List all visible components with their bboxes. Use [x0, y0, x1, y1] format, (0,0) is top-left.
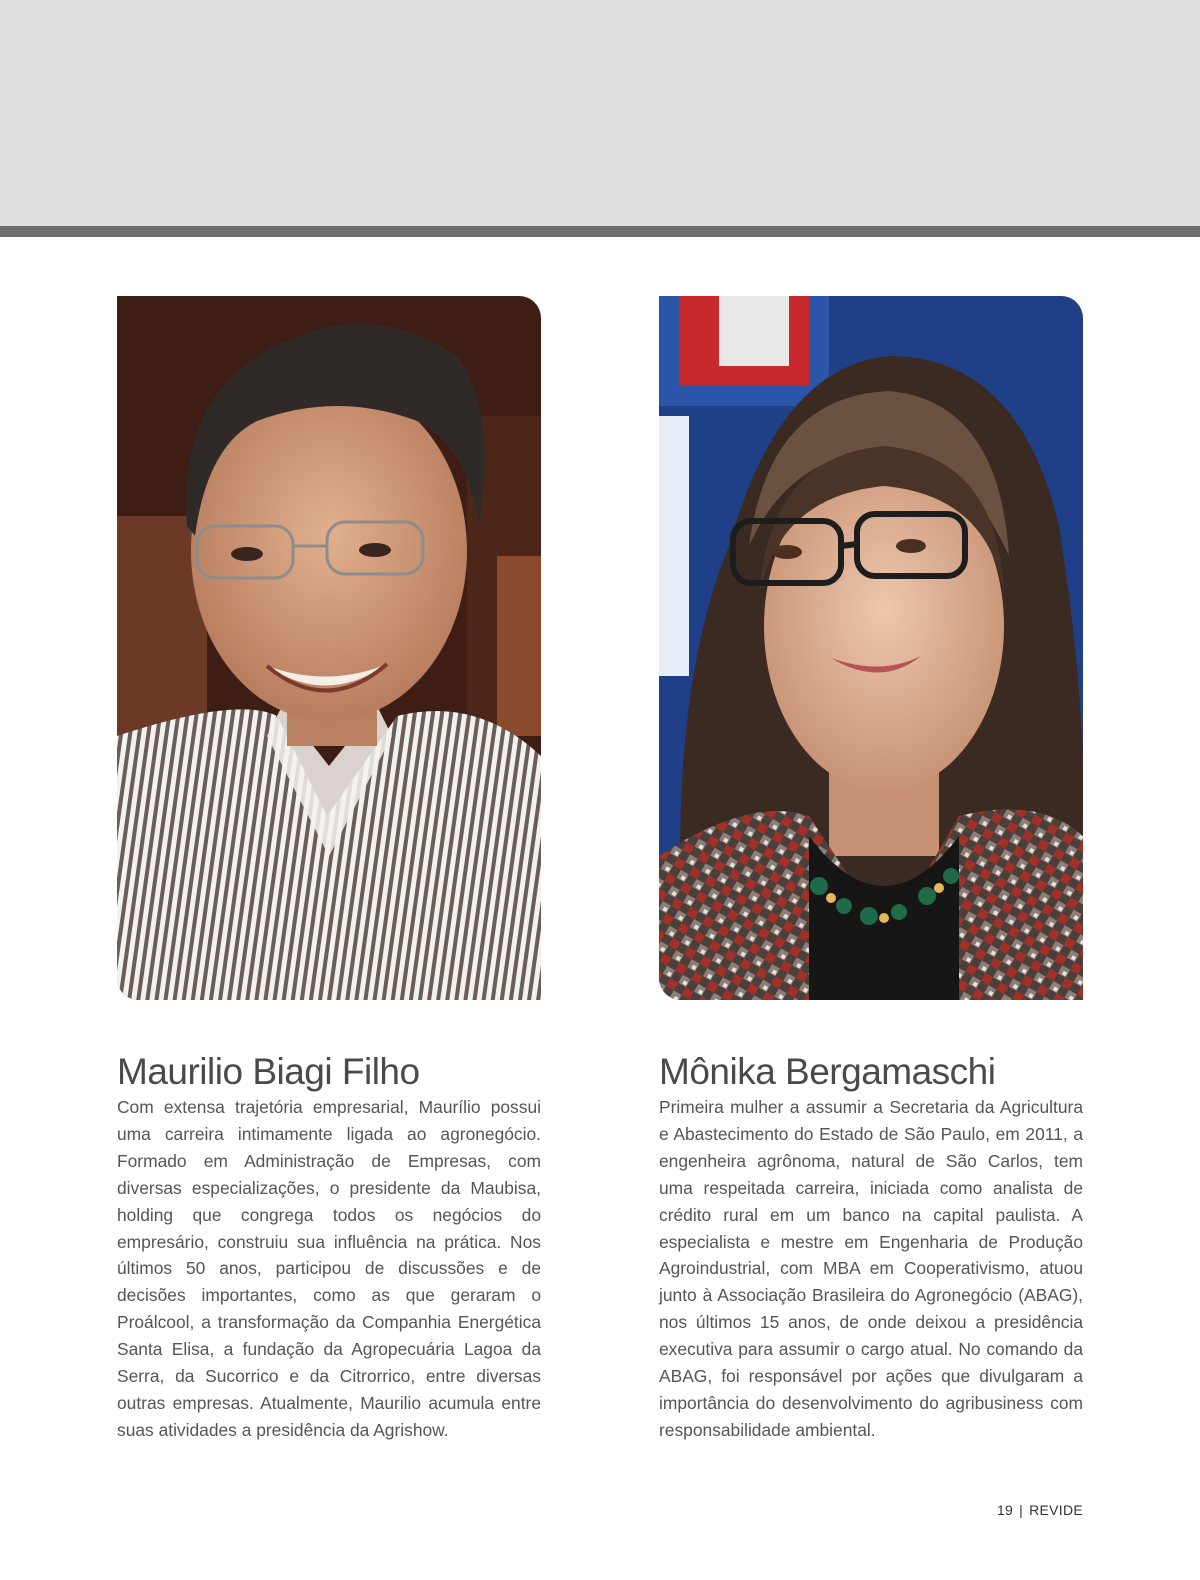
- portrait-woman-image: [659, 296, 1083, 1000]
- page-footer: [997, 1502, 1083, 1518]
- portrait-photo-monika: [659, 296, 1083, 1000]
- portrait-man-image: [117, 296, 541, 1000]
- profile-bio-monika: Primeira mulher a assumir a Secretaria da Agricultura e Abastecimento do Estado de São Paulo, em 2011, a engenheira agrônoma, natural de São Carlos, tem uma respeitada carreira, iniciada como analista de crédito rural em um banco na capital paulista. A especialista e mestre em Engenharia de Produção Agroindustrial, com MBA em Cooperativismo, atuou junto à Associação Brasileira do Agronegócio (ABAG), nos últimos 15 anos, de onde deixou a presidência executiva para assumir o cargo atual. No comando da ABAG, foi responsável por ações que divulgaram a importância do desenvolvimento do agribusiness com responsabilidade ambiental.: [659, 1097, 1083, 1440]
- profile-bio-maurilio: Com extensa trajetória empresarial, Maurílio possui uma carreira intimamente ligada ao agronegócio. Formado em Administração de Empresas, com diversas especializações, o presidente da Maubisa, holding que congrega todos os negócios do empresário, construiu sua influência na prática. Nos últimos 50 anos, participou de discussões e de decisões importantes, como as que geraram o Proálcool, a transformação da Companhia Energética Santa Elisa, a fundação da Agropecuária Lagoa da Serra, da Sucorrico e da Citrorrico, entre diversas outras empresas. Atualmente, Maurilio acumula entre suas atividades a presidência da Agrishow.: [117, 1097, 541, 1440]
- top-divider-rule: [0, 226, 1200, 237]
- magazine-name: REVIDE: [1029, 1502, 1083, 1518]
- top-gray-band: [0, 0, 1200, 226]
- footer-separator: |: [1019, 1502, 1024, 1518]
- profile-name-monika: Mônika Bergamaschi: [659, 1051, 996, 1092]
- page-number: 19: [996, 1502, 1014, 1518]
- portrait-photo-maurilio: [117, 296, 541, 1000]
- profile-name-maurilio: Maurilio Biagi Filho: [117, 1051, 420, 1092]
